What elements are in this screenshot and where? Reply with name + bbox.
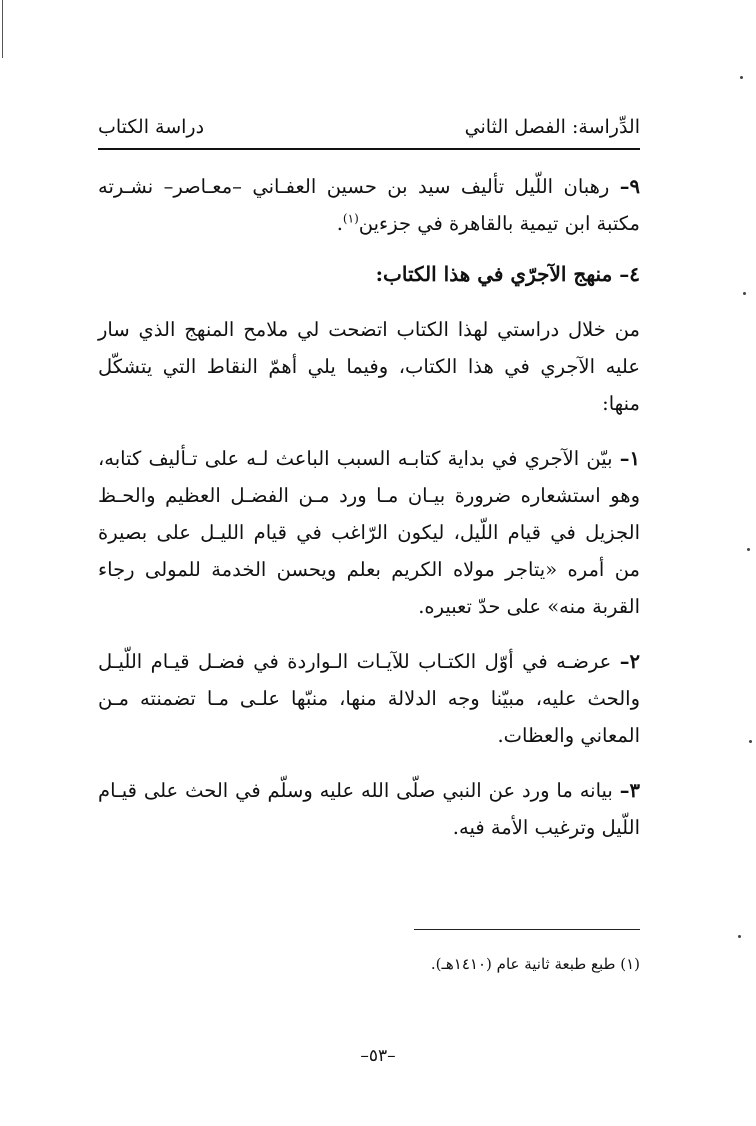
point-3 bbox=[98, 772, 640, 846]
scan-speck bbox=[749, 740, 752, 743]
point-text: بيانه ما ورد عن النبي صلّى الله عليه وسلّم في الحث على قيـام اللّيل وترغيب الأمة فيه. bbox=[98, 779, 640, 839]
point-number: ١– bbox=[619, 447, 640, 470]
point-2 bbox=[98, 643, 640, 754]
section-heading: ٤– منهج الآجرّي في هذا الكتاب: bbox=[375, 262, 640, 286]
book-page bbox=[98, 108, 640, 846]
page-body bbox=[98, 168, 640, 846]
scan-speck bbox=[738, 935, 741, 938]
scan-speck bbox=[743, 292, 746, 295]
scan-edge-line bbox=[2, 0, 3, 58]
list-item-9 bbox=[98, 168, 640, 242]
item-number: ٩– bbox=[619, 175, 641, 198]
footnote-reference[interactable]: (١) bbox=[342, 211, 359, 226]
header-section-title: دراسة الكتاب bbox=[98, 116, 205, 138]
section-intro: من خلال دراستي لهذا الكتاب اتضحت لي ملامح المنهج الذي سار عليه الآجري في هذا الكتاب، وفيما يلي أهمّ النقاط التي يتشكّل منها: bbox=[98, 318, 640, 415]
point-1 bbox=[98, 440, 640, 625]
point-text: بيّن الآجري في بداية كتابـه السبب الباعث لـه على تـأليف كتابه، وهو استشعاره ضرورة بيـان مـا ورد مـن الفضـل العظيم والحـظ الجزيل في قيام اللّيل، ليكون الرّاغب في قيام الليـل على بصيرة من أمره «يتاجر مولاه الكريم بعلم ويحسن الخدمة للمولى رجاء القربة منه» على حدّ تعبيره. bbox=[98, 447, 640, 618]
scan-speck bbox=[740, 76, 743, 79]
running-header bbox=[98, 108, 640, 150]
point-number: ٣– bbox=[619, 779, 640, 802]
page-number: –٥٣– bbox=[360, 1046, 396, 1066]
point-text: عرضـه في أوّل الكتـاب للآيـات الـواردة في فضـل قيـام اللّيـل والحث عليه، مبيّنا وجه الدلالة منها، منبّها علـى مـا تضمنته مـن المعاني والعظات. bbox=[98, 650, 640, 747]
scan-speck bbox=[747, 548, 750, 551]
header-chapter-title: الدِّراسة: الفصل الثاني bbox=[464, 116, 640, 138]
item-end: . bbox=[336, 212, 343, 235]
footnote-1: (١) طبع طبعة ثانية عام (١٤١٠هـ). bbox=[430, 955, 640, 973]
item-text: رهبان اللّيل تأليف سيد بن حسين العفـاني –معـاصر– نشـرته مكتبة ابن تيمية بالقاهرة في جزءين bbox=[98, 175, 640, 235]
footnote-divider bbox=[414, 929, 640, 930]
point-number: ٢– bbox=[619, 650, 640, 673]
